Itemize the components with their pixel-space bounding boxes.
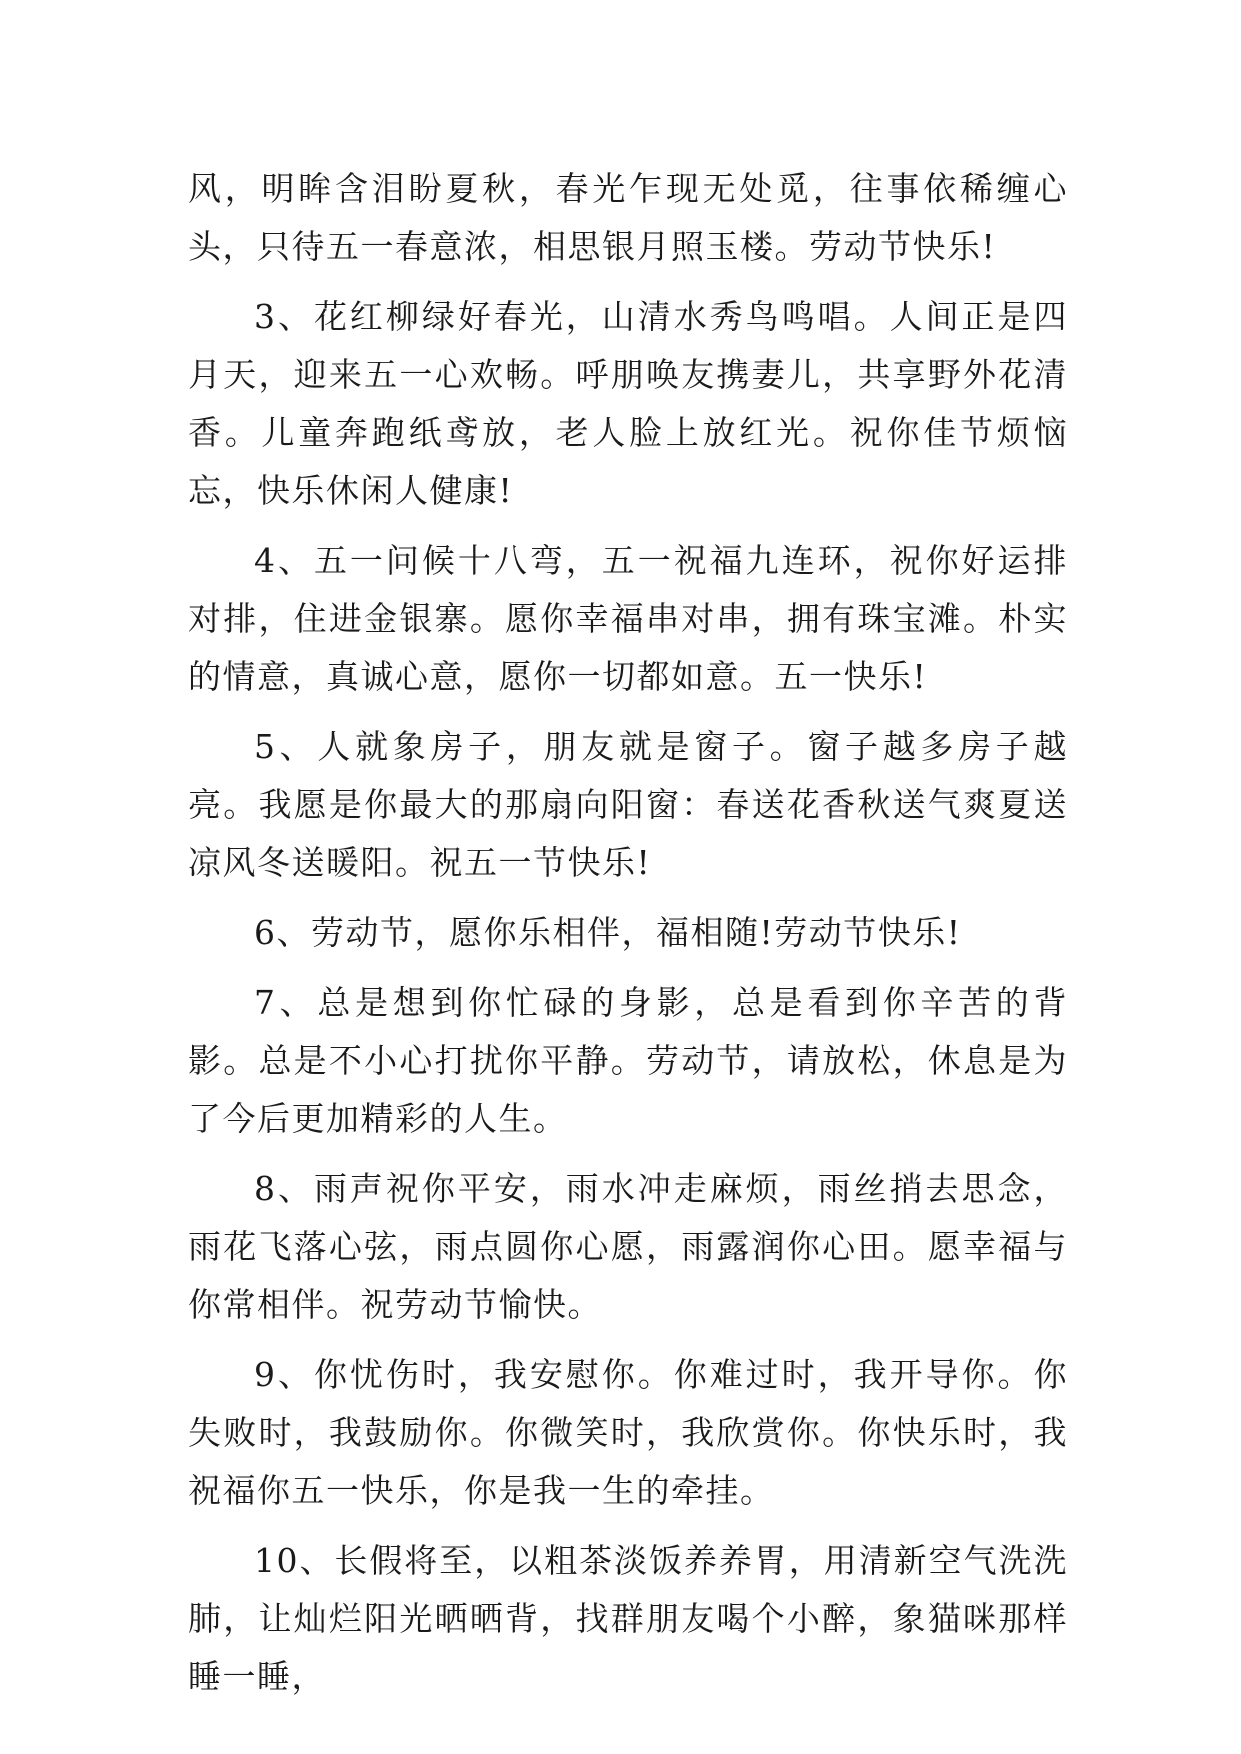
paragraph-item-5: 5、人就象房子，朋友就是窗子。窗子越多房子越亮。我愿是你最大的那扇向阳窗：春送花香秋送气爽夏送凉风冬送暖阳。祝五一节快乐! — [188, 727, 1068, 882]
paragraph-item-10: 10、长假将至，以粗茶淡饭养养胃，用清新空气洗洗肺，让灿烂阳光晒晒背，找群朋友喝个小醉，象猫咪那样睡一睡， — [188, 1541, 1068, 1696]
paragraph-item-8: 8、雨声祝你平安，雨水冲走麻烦，雨丝捎去思念，雨花飞落心弦，雨点圆你心愿，雨露润你心田。愿幸福与你常相伴。祝劳动节愉快。 — [188, 1169, 1068, 1324]
document-body — [188, 160, 1068, 1718]
paragraph-item-9: 9、你忧伤时，我安慰你。你难过时，我开导你。你失败时，我鼓励你。你微笑时，我欣赏你。你快乐时，我祝福你五一快乐，你是我一生的牵挂。 — [188, 1355, 1068, 1510]
paragraph-item-7: 7、总是想到你忙碌的身影，总是看到你辛苦的背影。总是不小心打扰你平静。劳动节，请放松，休息是为了今后更加精彩的人生。 — [188, 983, 1068, 1138]
paragraph-item-4: 4、五一问候十八弯，五一祝福九连环，祝你好运排对排，住进金银寨。愿你幸福串对串，拥有珠宝滩。朴实的情意，真诚心意，愿你一切都如意。五一快乐! — [188, 541, 1068, 696]
paragraph-continuation: 风，明眸含泪盼夏秋，春光乍现无处觅，往事依稀缠心头，只待五一春意浓，相思银月照玉楼。劳动节快乐! — [188, 169, 1068, 266]
paragraph-item-3: 3、花红柳绿好春光，山清水秀鸟鸣唱。人间正是四月天，迎来五一心欢畅。呼朋唤友携妻儿，共享野外花清香。儿童奔跑纸鸢放，老人脸上放红光。祝你佳节烦恼忘，快乐休闲人健康! — [188, 297, 1068, 510]
paragraph-item-6: 6、劳动节，愿你乐相伴，福相随!劳动节快乐! — [254, 913, 962, 952]
